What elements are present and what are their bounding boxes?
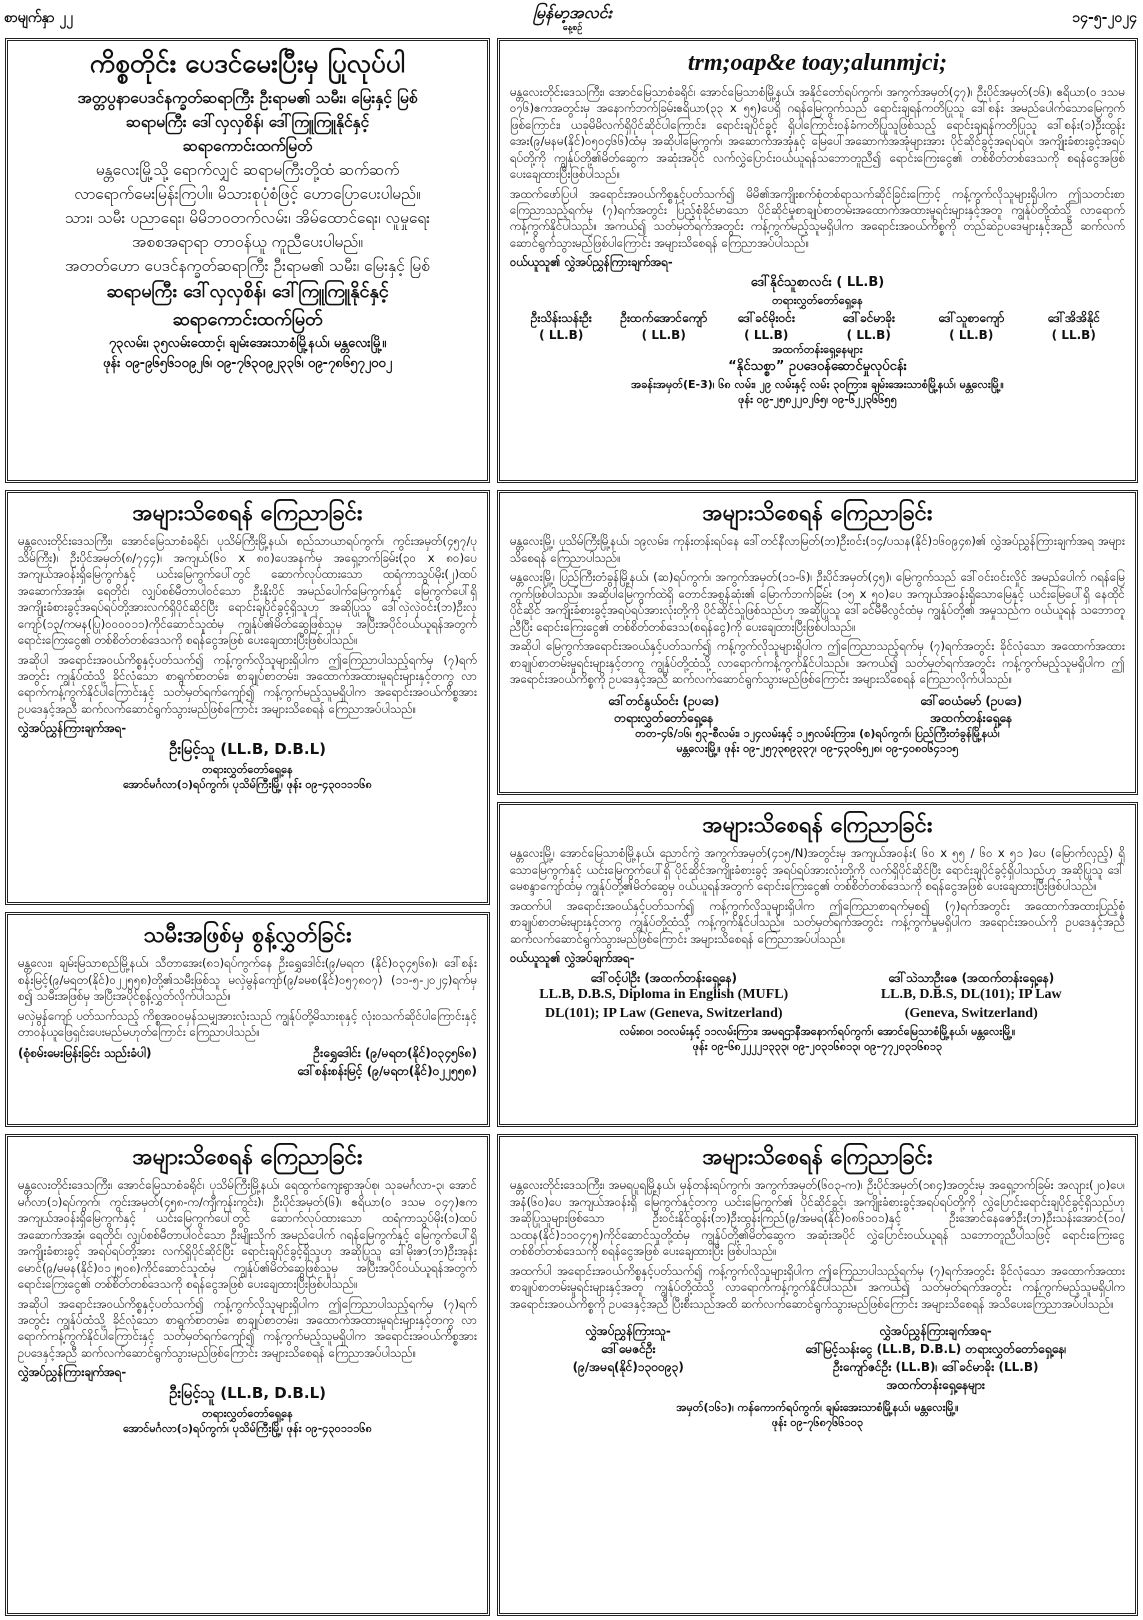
ad-phone: ဖုန်း ၀၉-၉၆၅၆၁၀၉၂၆၊ ၀၉-၇၆၃၀၉၂၃၃၆၊ ၀၉-၇၈၆၅၇၂၀၀၂ — [102, 356, 393, 372]
notice-box-3: အများသိစေရန် ကြေညာခြင်း မန္တလေးမြို့၊ ပုသိမ်ကြီးမြို့နယ်၊ ၁၉လမ်း၊ ကုန်းတန်းရပ်နေ ဒေါ်တင်နီလာမြတ်(ဘ)ဦးဝင်း(၁၄/ပသန(နိုင်)၁၆၀၉၄၈)၏ လွှဲအပ်ညွှန်ကြားချက်အရ အများသိစေရန် ကြေညာပါသည်။ မန္တလေးမြို့၊ ပြည်ကြီးတံခွန်မြို့နယ်၊ (ဆ)ရပ်ကွက်၊ အကွက်အမှတ်(၁၁-၆)၊ ဦးပိုင်အမှတ်(၄၅)၊ မြေကွက်သည် ဒေါ်ဝင်းဝင်းလှိုင် အမည်ပေါက် ဂရန်မြေကွက်ဖြစ်ပါသည်။ အဆိုပါမြေကွက်ထဲရှိ တောင်အစွန်ဆုံး၏ မြောက်ဘက်ခြမ်း (၁၅ x ၅၀)ပေ အကျယ်အဝန်းရှိသောမြေနှင့် ယင်းမြေပေါ်ရှိ နေထိုင်ပိုင်ဆိုင် အကျိုးခံစားခွင့်အရပ်ရပ်အားလုံးတို့ကို ပိုင်ဆိုင်သူဖြစ်သည်ဟု အဆိုပြုသူ ဒေါ်ခင်မီမီလွင်ထံမှ ကျွန်ုပ်တို့၏ အမှုသည်က ဝယ်ယူရန် သဘောတူညီပြီး ရောင်းကြေးငွေ၏ တစ်စိတ်တစ်ဒေသ(စရန်ငွေ)ကို ပေးချေထားပြီးဖြစ်ပါသည်။ အဆိုပါ မြေကွက်အရောင်းအဝယ်နှင့်ပတ်သက်၍ ကန့်ကွက်လိုသူများရှိပါက ဤကြေညာသည့်ရက်မှ (၇)ရက်အတွင်း ခိုင်လုံသော အထောက်အထားစာချုပ်စာတမ်းမူရင်းများနှင့်တကွ ကျွန်ုပ်တို့ထံသို့ လာရောက်ကန့်ကွက်နိုင်ပါသည်။ အကယ်၍ သတ်မှတ်ရက်အတွင်း ကန့်ကွက်မည့်သူမရှိပါက ဤအရောင်းအဝယ်ကိစ္စကို ဥပဒေနှင့်အညီ ဆက်လက်ဆောင်ရွက်သွားမည်ဖြစ်ကြောင်း အများသိစေရန် ကြေညာလိုက်ပါသည်။ ဒေါ်တင်နွယ်ဝင်း (ဥပဒေ) တရားလွှတ်တော်ရှေ့နေ ဒေါ်ဝေယံမော် (ဥပဒေ) အထက်တန်းရှေ့နေ တတ-၄၆/၁၆၊ ၅၃-စီလမ်း၊ ၁၂၄လမ်းနှင့် ၁၂၅လမ်းကြား၊ (စ)ရပ်ကွက်၊ ပြည်ကြီးတံခွန်မြို့နယ်၊ မန္တလေးမြို့။ ဖုန်း ၀၉-၂၅၇၃၈၉၃၃၇၊ ၀၉-၄၃၀၆၅၂၈၊ ၀၉-၄၀၈၀၆၄၁၁၅ — [497, 490, 1138, 795]
ad-title: ကိစ္စတိုင်း ပေဒင်မေးပြီးမှ ပြုလုပ်ပါ — [89, 49, 406, 79]
notice-box-5: အများသိစေရန် ကြေညာခြင်း မန္တလေးတိုင်းဒေသကြီး၊ အောင်မြေသာစံခရိုင်၊ ပုသိမ်ကြီးမြို့နယ်၊ ရေထွက်ကျေးရွာအုပ်စု၊ သုခမင်္ဂလာ-၃၊ အောင်မင်္ဂလာ(၁)ရပ်ကွက်၊ ကွင်းအမှတ်(၄၅၈-က/ကျီကုန်းကွင်း)၊ ဦးပိုင်အမှတ်(၆)၊ ဧရိယာ(၀ ဒသမ ၀၄၇)ဧက အကျယ်အဝန်းရှိမြေကွက်နှင့် ယင်းမြေကွက်ပေါ်တွင် ဆောက်လုပ်ထားသော ထရံကာသွပ်မိုး(၁)ထပ် အဆောက်အအုံ၊ ရေတိုင်၊ လျှပ်စစ်မီတာပါဝင်သော ဦးမျိုးသိုက် အမည်ပေါက် ဂရန်မြေကွက်နှင့် မြေကွက်ပေါ်ရှိ အကျိုးခံစားခွင့် အရပ်ရပ်တို့အား လက်ရှိပိုင်ဆိုင်ပြီး ရောင်းချပိုင်ခွင့်ရှိသူဟု အဆိုပြုသူ ဒေါ်မိုးဇာ(ဘ)ဦးအုန်းမောင်(၉/မမန(နိုင်)၀၁၂၅၀၈)ကိုင်ဆောင်သူထံမှ ကျွန်ုပ်၏မိတ်ဆွေဖြစ်သူမှ အပြီးအပိုင်ဝယ်ယူရန်အတွက် ရောင်းကြေးငွေ၏ တစ်စိတ်တစ်ဒေသကို စရန်ငွေအဖြစ် ပေးချေထားပြီးဖြစ်ပါသည်။ အဆိုပါ အရောင်းအဝယ်ကိစ္စနှင့်ပတ်သက်၍ ကန့်ကွက်လိုသူများရှိပါက ဤကြေညာပါသည့်ရက်မှ (၇)ရက်အတွင်း ကျွန်ုပ်ထံသို့ ခိုင်လုံသော စာရွက်စာတမ်း၊ စာချုပ်စာတမ်း၊ အထောက်အထားမူရင်းများနှင့်တကွ လာရောက်ကန့်ကွက်နိုင်ပါကြောင်းနှင့် သတ်မှတ်ရက်ကျော်၍ ကန့်ကွက်မည့်သူမရှိပါက အရောင်းအဝယ်ကိစ္စအား ဥပဒေနှင့်အညီ ဆက်လက်ဆောင်ရွက်သွားမည်ဖြစ်ကြောင်း အများသိစေရန် ကြေညာအပ်ပါသည်။ လွှဲအပ်ညွှန်ကြားချက်အရ- ဦးမြင့်သူ (LL.B, D.B.L) တရားလွှတ်တော်ရှေ့နေ အောင်မင်္ဂလာ(၁)ရပ်ကွက်၊ ပုသိမ်ကြီးမြို့၊ ဖုန်း ၀၉-၄၃၀၁၁၁၆၈ — [5, 1134, 490, 1616]
notice-box-1: trm;oap&e toay;alunmjci; မန္တလေးတိုင်းဒေသကြီး၊ အောင်မြေသာစံခရိုင်၊ အောင်မြေသာစံမြို့နယ်၊ အနိုင်တော်ရပ်ကွက်၊ အကွက်အမှတ်(၄၇)၊ ဦးပိုင်အမှတ်(၁၆)၊ ဧရိယာ(၀ ဒသမ ၀၇၆)ဧကအတွင်းမှ အနောက်ဘက်ခြမ်းဧရိယာ(၃၃ x ၅၅)ပေရှိ ဂရန်မြေကွက်သည် ရောင်းချရန်ကတိပြုသူ ဒေါ်စန်း အမည်ပေါက်သောမြေကွက်ဖြစ်ကြောင်း၊ ယခုမိမိလက်ရှိပိုင်ဆိုင်ပါကြောင်း၊ ရောင်းချပိုင်ခွင့် ရှိပါကြောင်းဝန်ခံကတိပြုသူဖြစ်သည့် ရောင်းချရန်ကတိပြုသူ ဒေါ်စန်း(၁)ဦးထွန်းအေး(၉/မနမ(နိုင်)၀၅၀၄၆၆)ထံမှ အဆိုပါမြေကွက်၊ အဆောက်အအုံနှင့် မြေပေါ်အဆောက်အအုံများအား ပိုင်ဆိုင်ခွင့်အရပ်ရပ်၊ အကျိုးခံစားခွင့်အရပ်ရပ်တို့ကို ကျွန်ုပ်တို့၏မိတ်ဆွေက အဆုံးအပိုင် လက်လွှဲပြောင်းဝယ်ယူရန်သဘောတူညီ၍ ရောင်းကြေးငွေ၏ တစ်စိတ်တစ်ဒေသကို စရန်ငွေအဖြစ် ပေးချေထားပြီးဖြစ်ပါသည်။ အထက်ဖော်ပြပါ အရောင်းအဝယ်ကိစ္စနှင့်ပတ်သက်၍ မိမိ၏အကျိုးစက်စုံတစ်ရာသက်ဆိုင်ခြင်းကြောင့် ကန့်ကွက်လိုသူများရှိပါက ဤသတင်းစာကြေညာသည့်ရက်မှ (၇)ရက်အတွင်း ပြည့်စုံခိုင်မာသော ပိုင်ဆိုင်မှုစာချုပ်စာတမ်းအထောက်အထားမူရင်းများနှင့်အတူ ကျွန်ုပ်တို့ထံသို့ လာရောက်ကန့်ကွက်နိုင်ပါသည်။ အကယ်၍ သတ်မှတ်ရက်အတွင်း ကန့်ကွက်မည့်သူမရှိပါက အရောင်းအဝယ်ကိစ္စကို တည်ဆဲဥပဒေများနှင့်အညီ ဆက်လက်ဆောင်ရွက်သွားမည်ဖြစ်ပါကြောင်း အများသိစေရန် ကြေညာအပ်ပါသည်။ ဝယ်ယူသူ၏ လွှဲအပ်ညွှန်ကြားချက်အရ- ဒေါ်နိုင်သူစာလင်း ( LL.B) တရားလွှတ်တော်ရှေ့နေ ဦးသိန်းသန်းဦး ( LL.B) ဦးထက်အောင်ကျော် ( LL.B) ဒေါ်ခင်မိုးဝင်း ( LL.B) ဒေါ်ခင်မာခိုး ( LL.B) ဒေါ်သူစာကျော် ( LL.B) ဒေါ်အိအိနိုင် ( LL.B) အထက်တန်းရှေ့နေများ “နိုင်သစ္စာ” ဥပဒေဝန်ဆောင်မှုလုပ်ငန်း အခန်းအမှတ်(E-3)၊ ၆၈ လမ်း၊ ၂၉ လမ်းနှင့် လမ်း ၃၀ကြား၊ ချမ်းအေးသာစံမြို့နယ်၊ မန္တလေးမြို့။ ဖုန်း ၀၉-၂၅၈၂၂၀၂၆၅၊ ၀၉-၆၂၂၃၆၆၅၅ — [497, 38, 1138, 483]
issue-date: ၁၄-၅-၂၀၂၄ — [1072, 10, 1137, 26]
ad-address: ၇၃လမ်း၊ ၃၅လမ်းထောင့်၊ ချမ်းအေးသာစံမြို့နယ်၊ မန္တလေးမြို့။ — [108, 336, 387, 352]
astrology-ad: ကိစ္စတိုင်း ပေဒင်မေးပြီးမှ ပြုလုပ်ပါ အတ္တပွနာပေဒင်နက္ခတ်ဆရာကြီး ဦးရာမ၏ သမီး၊ မြေးနှင့် မြစ် ဆရာမကြီး ဒေါ်လှလှစိန်၊ ဒေါ်ကြူကြူနိုင်နှင့် ဆရာကောင်းထက်မြတ် မန္တလေးမြို့သို့ ရောက်လျှင် ဆရာမကြီးတို့ထံ ဆက်ဆက် လာရောက်မေးမြန်းကြပါ။ မိသားစုပုံစံဖြင့် ဟောပြောပေးပါမည်။ သား၊ သမီး ပညာရေး၊ မိမိဘဝတက်လမ်း၊ အိမ်ထောင်ရေး၊ လူမှုရေး အစစအရာရာ တာဝန်ယူ ကူညီပေးပါမည်။ အတတ်ဟော ပေဒင်နက္ခတ်ဆရာကြီး ဦးရာမ၏ သမီး၊ မြေးနှင့် မြစ် ဆရာမကြီး ဒေါ်လှလှစိန်၊ ဒေါ်ကြူကြူနိုင်နှင့် ဆရာကောင်းထက်မြတ် ၇၃လမ်း၊ ၃၅လမ်းထောင့်၊ ချမ်းအေးသာစံမြို့နယ်၊ မန္တလေးမြို့။ ဖုန်း ၀၉-၉၆၅၆၁၀၉၂၆၊ ၀၉-၇၆၃၀၉၂၃၃၆၊ ၀၉-၇၈၆၅၇၂၀၀၂ — [5, 38, 490, 483]
notice-title: အများသိစေရန် ကြေညာခြင်း — [702, 501, 933, 526]
page-header — [0, 0, 1143, 34]
notice-title: အများသိစေရန် ကြေညာခြင်း — [132, 501, 363, 526]
notice-title: အများသိစေရန် ကြေညာခြင်း — [702, 1145, 933, 1170]
notice-title: သမီးအဖြစ်မှ စွန့်လွှတ်ခြင်း — [143, 923, 352, 948]
notice-box-2: အများသိစေရန် ကြေညာခြင်း မန္တလေးတိုင်းဒေသကြီး၊ အောင်မြေသာစံခရိုင်၊ ပုသိမ်ကြီးမြို့နယ်၊ စည်သာယာရပ်ကွက်၊ ကွင်းအမှတ်(၄၅၇/ပုသိမ်ကြီး)၊ ဦးပိုင်အမှတ်(၈/၇၄၄)၊ အကျယ်(၆၀ x ၈၀)ပေအနက်မှ အရှေ့ဘက်ခြမ်း(၃၀ x ၈၀)ပေ အကျယ်အဝန်းရှိမြေကွက်နှင့် ယင်းမြေကွက်ပေါ်တွင် ဆောက်လုပ်ထားသော ထရံကာသွပ်မိုး(၂)ထပ် အဆောက်အအုံ၊ ရေတိုင်၊ လျှပ်စစ်မီတာပါဝင်သော ဦးနိုးပိုင် အမည်ပေါက်မြေကွက်နှင့် မြေကွက်ပေါ်ရှိ အကျိုးခံစားခွင့်အရပ်ရပ်တို့အားလက်ရှိပိုင်ဆိုင်ပြီး ရောင်းချပိုင်ခွင့်ရှိသူဟု အဆိုပြုသူ ဒေါ်လှဲလှဲဝင်း(ဘ)ဦးလှကျော်(၁၃/ကမန(ပြု)၀၀၀၀၁၁)ကိုင်ဆောင်သူထံမှ ကျွန်ုပ်၏မိတ်ဆွေဖြစ်သူမှ အပြီးအပိုင်ဝယ်ယူရန်အတွက် ရောင်းကြေးငွေ၏ တစ်စိတ်တစ်ဒေသကို စရန်ငွေအဖြစ် ပေးချေထားပြီးဖြစ်ပါသည်။ အဆိုပါ အရောင်းအဝယ်ကိစ္စနှင့်ပတ်သက်၍ ကန့်ကွက်လိုသူများရှိပါက ဤကြေညာပါသည့်ရက်မှ (၇)ရက်အတွင်း ကျွန်ုပ်ထံသို့ ခိုင်လုံသော စာရွက်စာတမ်း၊ စာချုပ်စာတမ်း၊ အထောက်အထားမူရင်းများနှင့်တကွ လာရောက်ကန့်ကွက်နိုင်ပါကြောင်းနှင့် သတ်မှတ်ရက်ကျော်၍ ကန့်ကွက်မည့်သူမရှိပါက အရောင်းအဝယ်ကိစ္စအား ဥပဒေနှင့်အညီ ဆက်လက်ဆောင်ရွက်သွားမည်ဖြစ်ကြောင်း အများသိစေရန် ကြေညာအပ်ပါသည်။ လွှဲအပ်ညွှန်ကြားချက်အရ- ဦးမြင့်သူ (LL.B, D.B.L) တရားလွှတ်တော်ရှေ့နေ အောင်မင်္ဂလာ(၁)ရပ်ကွက်၊ ပုသိမ်ကြီးမြို့၊ ဖုန်း ၀၉-၄၃၀၁၁၁၆၈ — [5, 490, 490, 905]
page-number: စာမျက်နှာ ၂၂ — [4, 10, 74, 26]
disownment-notice: သမီးအဖြစ်မှ စွန့်လွှတ်ခြင်း မန္တလေး၊ ချမ်းမြသာစည်မြို့နယ်၊ သီတာအေး(၈၁)ရပ်ကွက်နေ ဦးရွှေဒေါင်း(၉/မရတ (နိုင်)၀၃၄၅၆၈)၊ ဒေါ်စန်းစန်းမြင့်(၉/မရတ(နိုင်)၀၂၂၅၅၈)တို့၏သမီးဖြစ်သူ မလှဲမွန်ကျော်(၉/ခမစ(နိုင်)၀၅၇၈၀၇) (၁၁-၅-၂၀၂၄)ရက်မှစ၍ သမီးအဖြစ်မှ အပြီးအပိုင်စွန့်လွှတ်လိုက်ပါသည်။ မလှဲမွန်ကျော် ပတ်သက်သည့် ကိစ္စအဝဝမှန်သမျှအားလုံးသည် ကျွန်ုပ်တို့မိသားစုနှင့် လုံးဝသက်ဆိုင်ပါကြောင်းနှင့် တာဝန်ယူဖြေရှင်းပေးမည်မဟုတ်ကြောင်း ကြေညာပါသည်။ (စုံစမ်းမေးမြန်းခြင်း သည်းခံပါ) ဦးရွှေဒေါင်း (၉/မရတ(နိုင်)၀၃၄၅၆၈) ဒေါ်စန်းစန်းမြင့် (၉/မရတ(နိုင်)၀၂၂၅၅၈) — [5, 912, 490, 1127]
masthead-logo: မြန်မာ့အလင်း နေ့စဉ် — [533, 3, 612, 33]
notice-box-6: အများသိစေရန် ကြေညာခြင်း မန္တလေးတိုင်းဒေသကြီး၊ အမရပူရမြို့နယ်၊ မှန်တန်းရပ်ကွက်၊ အကွက်အမှတ်(၆၀၃-က)၊ ဦးပိုင်အမှတ်(၁၈၄)အတွင်းမှ အရှေ့ဘက်ခြမ်း အလျား(၂၀)ပေ၊ အနံ(၆၀)ပေ အကျယ်အဝန်းရှိ မြေကွက်နှင့်တကွ ယင်းမြေကွက်၏ ပိုင်ဆိုင်ခွင့်၊ အကျိုးခံစားခွင့်အရပ်ရပ်တို့ကို လွှဲပြောင်းရောင်းချပိုင်ခွင့်ရှိသည်ဟု အဆိုပြုသူများဖြစ်သော ဦးဝင်းနိုင်ထွန်း(ဘ)ဦးထွန်းကြည်(၉/အမရ(နိုင်)၀၈၆၁၀၁)နှင့် ဦးအောင်နေဇော်ဦး(ဘ)ဦးသန်းအောင်(၁၀/သထန(နိုင်)၁၁၀၄၇၅)ကိုင်ဆောင်သူတို့ထံမှ ကျွန်ုပ်တို့၏မိတ်ဆွေက အဆုံးအပိုင် လွှဲပြောင်းဝယ်ယူရန် သဘောတူညီပါသဖြင့် ရောင်းကြေးငွေ တစ်စိတ်တစ်ဒေသကို စရန်ငွေအဖြစ် ပေးချေထားပြီး ဖြစ်ပါသည်။ အထက်ပါ အရောင်းအဝယ်ကိစ္စနှင့်ပတ်သက်၍ ကန့်ကွက်လိုသူများရှိပါက ဤကြေညာပါသည့်ရက်မှ (၇)ရက်အတွင်း ခိုင်လုံသော အထောက်အထား စာချုပ်စာတမ်းမူရင်းများနှင့်အတူ ကျွန်ုပ်တို့ထံသို့ လာရောက်ကန့်ကွက်နိုင်ပါသည်။ အကယ်၍ သတ်မှတ်ရက်အတွင်း ကန့်ကွက်မည့်သူမရှိပါက အရောင်းအဝယ်ကိစ္စကို ဥပဒေနှင့်အညီ ပြီးစီးသည်အထိ ဆက်လက်ဆောင်ရွက်သွားမည်ဖြစ်ကြောင်း အများသိစေရန် အသိပေးကြေညာအပ်ပါသည်။ လွှဲအပ်ညွှန်ကြားသူ- ဒေါ်မေဇင်ဦး (၉/အမရ(နိုင်)၁၃၀၀၉၃) လွှဲအပ်ညွှန်ကြားချက်အရ- ဒေါ်မြင့်သန်းငွေ (LL.B, D.B.L) တရားလွှတ်တော်ရှေ့နေ၊ ဦးကျော်ဇင်ဦး (LL.B)၊ ဒေါ်ခင်မာခိုး (LL.B) အထက်တန်းရှေ့နေများ အမှတ်(၁၆၁)၊ ကန်ကောက်ရပ်ကွက်၊ ချမ်းအေးသာစံမြို့နယ်၊ မန္တလေးမြို့။ ဖုန်း ၀၉-၇၆၈၇၆၆၁၀၃ — [497, 1134, 1138, 1616]
notice-title: အများသိစေရန် ကြေညာခြင်း — [702, 813, 933, 838]
notice-title: အများသိစေရန် ကြေညာခြင်း — [132, 1145, 363, 1170]
lawyer-list: ဦးသိန်းသန်းဦး ( LL.B) ဦးထက်အောင်ကျော် ( LL.B) ဒေါ်ခင်မိုးဝင်း ( LL.B) ဒေါ်ခင်မာခိုး ( LL.B) ဒေါ်သူစာကျော် ( LL.B) ဒေါ်အိအိနိုင် ( LL.B) — [530, 311, 1101, 343]
notice-box-4: အများသိစေရန် ကြေညာခြင်း မန္တလေးမြို့၊ အောင်မြေသာစံမြို့နယ်၊ ညောင်ကွဲ အကွက်အမှတ်(၄၁၅/N)အတွင်းမှ အကျယ်အဝန်း( ၆၀ x ၅၅ / ၆၀ x ၅၁ )ပေ (မြောက်လှည့်) ရှိသောမြေကွက်နှင့် ယင်းမြေကွက်ပေါ်ရှိ ပိုင်ဆိုင်အကျိုးခံစားခွင့် အရပ်ရပ်အားလုံးတို့ကို လက်ရှိပိုင်ဆိုင်ပြီး ရောင်းချပိုင်ခွင့်ရှိပါသည်ဟု အဆိုပြုသူ ဒေါ်မေစန္ဒာကျော်ထံမှ ကျွန်ုပ်တို့၏မိတ်ဆွေမှ ဝယ်ယူရန်အတွက် ရောင်းကြေးငွေ၏ တစ်စိတ်တစ်ဒေသကို စရန်ငွေအဖြစ် ပေးချေထားပြီးဖြစ်ပါသည်။ အထက်ပါ အရောင်းအဝယ်နှင့်ပတ်သက်၍ ကန့်ကွက်လိုသူများရှိပါက ဤကြေညာစာရက်မှစ၍ (၇)ရက်အတွင်း အထောက်အထားပြည့်စုံ စာချုပ်စာတမ်းများနှင့်တကွ ကျွန်ုပ်တို့ထံသို့ ကန့်ကွက်နိုင်ပါသည်။ သတ်မှတ်ရက်အတွင်း ကန့်ကွက်မှုမရှိပါက အရောင်းအဝယ်ကို ဥပဒေနှင့်အညီ ဆက်လက်ဆောင်ရွက်သွားမည်ဖြစ်ကြောင်း အများသိစေရန် ကြေညာအပ်ပါသည်။ ဝယ်ယူသူ၏ လွှဲအပ်ချက်အရ- ဒေါ်ဝင့်ပါဦး (အထက်တန်းရှေ့နေ) LL.B, D.B.S, Diploma in English (MUFL) DL(101); IP Law (Geneva, Switzerland) ဒေါ်သဲသာဦးဇေ (အထက်တန်းရှေ့နေ) LL.B, D.B.S, DL(101); IP Law (Geneva, Switzerland) လမ်း၈၀၊ ၁၀လမ်းနှင့် ၁၁လမ်းကြား၊ အမရဌာနီအနောက်ရပ်ကွက်၊ အောင်မြေသာစံမြို့နယ်၊ မန္တလေးမြို့။ ဖုန်း ၀၉-၆၈၂၂၂၂၁၃၃၃၊ ၀၉-၂၀၃၁၆၈၁၃၊ ၀၉-၇၇၂၀၃၁၆၈၁၃ — [497, 802, 1138, 1127]
notice-title: trm;oap&e toay;alunmjci; — [687, 50, 948, 76]
